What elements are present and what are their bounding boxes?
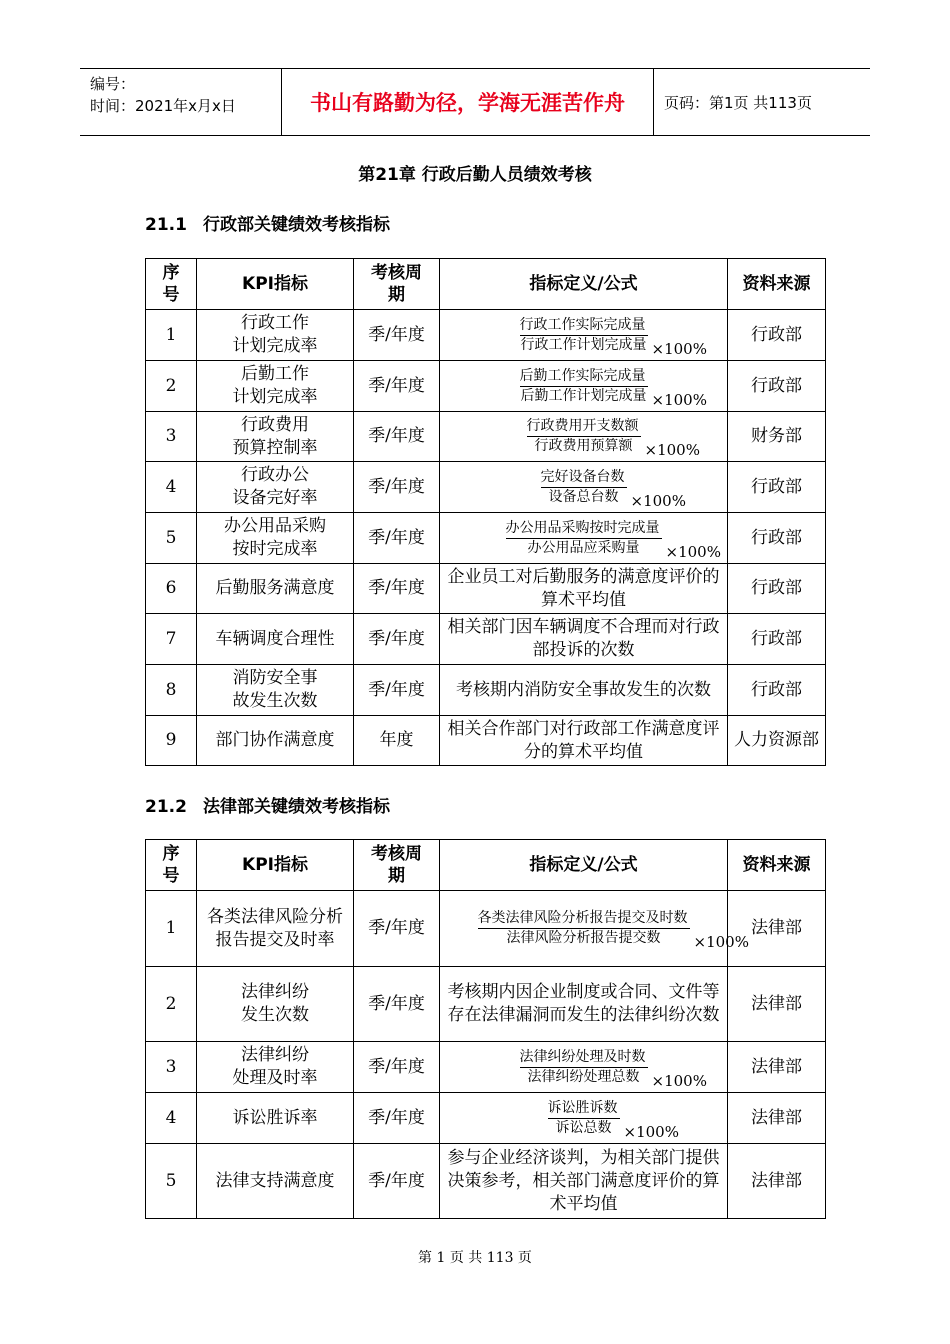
cell-kpi (197, 967, 354, 1042)
table-row (146, 1042, 826, 1093)
seq-text: 1 (165, 918, 177, 938)
table-row (146, 967, 826, 1042)
formula-denominator: 设备总台数 (548, 488, 619, 505)
admin-kpi-table (145, 258, 826, 766)
kpi-name-line2: 发生次数 (241, 1005, 309, 1025)
cell-definition (440, 1042, 728, 1093)
cell-period (354, 716, 440, 766)
formula-fraction (540, 468, 686, 510)
source-text: 行政部 (751, 628, 802, 649)
formula-numerator: 办公用品采购按时完成量 (506, 519, 662, 539)
cell-definition (440, 310, 728, 361)
header-definition: 指标定义/公式 (440, 259, 728, 310)
cell-source (728, 462, 826, 513)
table-row (146, 1144, 826, 1219)
kpi-name-line1: 行政工作 (241, 313, 309, 333)
cell-kpi (197, 412, 354, 462)
kpi-name-line2: 报告提交及时率 (215, 929, 335, 950)
cell-definition (440, 513, 728, 564)
source-text: 人力资源部 (734, 730, 819, 750)
cell-seq (146, 310, 197, 361)
definition-text: 考核期内消防安全事故发生的次数 (456, 679, 711, 700)
period-text: 季/年度 (368, 375, 425, 396)
formula-fraction (519, 1048, 707, 1090)
header-source: 资料来源 (728, 259, 826, 310)
formula-denominator: 法律风险分析报告提交数 (506, 930, 661, 946)
cell-definition (440, 412, 728, 462)
cell-period (354, 1144, 440, 1219)
seq-text: 5 (165, 1170, 177, 1191)
source-text: 法律部 (751, 1107, 802, 1128)
seq-text: 3 (165, 426, 177, 446)
kpi-name-line1: 诉讼胜诉率 (232, 1107, 318, 1128)
kpi-name-line1: 法律纠纷 (241, 1045, 309, 1065)
cell-seq (146, 564, 197, 614)
kpi-name-line1: 车辆调度合理性 (215, 628, 335, 649)
cell-kpi (197, 462, 354, 513)
seq-text: 9 (165, 730, 177, 750)
cell-source (728, 564, 826, 614)
source-text: 行政部 (751, 375, 802, 396)
cell-definition (440, 665, 728, 716)
cell-period (354, 462, 440, 513)
cell-seq (146, 1144, 197, 1219)
kpi-name-line1: 行政费用 (241, 414, 309, 435)
cell-period (354, 1042, 440, 1093)
formula-numerator: 行政费用开支数额 (527, 417, 641, 437)
formula-fraction (526, 417, 700, 459)
cell-seq (146, 716, 197, 766)
cell-kpi (197, 1144, 354, 1219)
formula-numerator: 法律纠纷处理及时数 (520, 1048, 648, 1068)
kpi-name-line1: 行政办公 (241, 465, 309, 485)
formula-multiplier: ×100% (623, 1122, 679, 1141)
cell-period (354, 967, 440, 1042)
definition-text: 相关部门因车辆调度不合理而对行政部投诉的次数 (447, 617, 720, 660)
header-motto: 书山有路勤为径，学海无涯苦作舟 (282, 69, 654, 135)
table-row (146, 716, 826, 766)
cell-kpi (197, 310, 354, 361)
cell-seq (146, 361, 197, 412)
cell-period (354, 310, 440, 361)
kpi-name-line2: 故发生次数 (232, 691, 318, 711)
definition-text: 相关合作部门对行政部工作满意度评分的算术平均值 (447, 718, 720, 762)
period-text: 季/年度 (368, 628, 425, 649)
formula-numerator: 各类法律风险分析报告提交及时数 (478, 909, 690, 929)
cell-seq (146, 891, 197, 967)
cell-kpi (197, 1093, 354, 1144)
cell-definition (440, 716, 728, 766)
table-row (146, 1093, 826, 1144)
table-row (146, 564, 826, 614)
formula-denominator: 行政工作计划完成量 (520, 336, 647, 353)
kpi-name-line2: 计划完成率 (232, 387, 318, 407)
cell-source (728, 665, 826, 716)
header-page-label: 页码：第1页 共113页 (664, 93, 812, 112)
period-text: 季/年度 (368, 993, 425, 1014)
formula-denominator: 后勤工作计划完成量 (520, 387, 647, 404)
formula-fraction (519, 367, 707, 409)
cell-seq (146, 462, 197, 513)
table-row (146, 361, 826, 412)
cell-kpi (197, 361, 354, 412)
section-number: 21.1 (145, 215, 187, 235)
formula-multiplier: ×100% (693, 933, 749, 951)
cell-seq (146, 1042, 197, 1093)
kpi-name-line2: 按时完成率 (232, 539, 318, 559)
formula-multiplier: ×100% (644, 441, 700, 459)
cell-seq (146, 412, 197, 462)
cell-seq (146, 1093, 197, 1144)
seq-text: 5 (165, 527, 177, 548)
formula-numerator: 行政工作实际完成量 (520, 316, 648, 336)
cell-source (728, 716, 826, 766)
cell-definition (440, 361, 728, 412)
cell-kpi (197, 1042, 354, 1093)
seq-text: 6 (165, 578, 177, 598)
formula-fraction (519, 316, 707, 358)
definition-text: 参与企业经济谈判，为相关部门提供决策参考，相关部门满意度评价的算术平均值 (447, 1147, 720, 1214)
cell-kpi (197, 891, 354, 967)
period-text: 季/年度 (368, 324, 425, 345)
section-title: 行政部关键绩效考核指标 (203, 215, 390, 235)
page-footer: 第 1 页 共 113 页 (418, 1250, 532, 1266)
section-heading-admin (145, 210, 390, 235)
table-row (146, 891, 826, 967)
seq-text: 3 (165, 1056, 177, 1077)
cell-kpi (197, 716, 354, 766)
table-header-row (146, 259, 826, 310)
kpi-name-line1: 部门协作满意度 (215, 730, 335, 750)
cell-source (728, 1144, 826, 1219)
header-seq: 序号 (146, 840, 197, 891)
period-text: 季/年度 (368, 578, 425, 598)
formula-numerator: 诉讼胜诉数 (548, 1099, 620, 1119)
header-source: 资料来源 (728, 840, 826, 891)
table-row (146, 665, 826, 716)
cell-period (354, 665, 440, 716)
seq-text: 7 (165, 628, 177, 649)
section-number: 21.2 (145, 797, 187, 817)
cell-source (728, 967, 826, 1042)
source-text: 行政部 (751, 527, 802, 548)
cell-period (354, 891, 440, 967)
definition-text: 考核期内因企业制度或合同、文件等存在法律漏洞而发生的法律纠纷次数 (447, 982, 720, 1025)
period-text: 季/年度 (368, 918, 425, 938)
header-meta (80, 69, 282, 135)
cell-definition (440, 1144, 728, 1219)
cell-seq (146, 513, 197, 564)
source-text: 行政部 (751, 679, 802, 700)
cell-source (728, 361, 826, 412)
formula-numerator: 完好设备台数 (541, 468, 627, 488)
seq-text: 8 (165, 679, 177, 700)
cell-period (354, 1093, 440, 1144)
header-period: 考核周期 (354, 259, 440, 310)
kpi-name-line1: 后勤工作 (241, 364, 309, 384)
header-definition: 指标定义/公式 (440, 840, 728, 891)
kpi-name-line2: 设备完好率 (232, 488, 318, 508)
formula-multiplier: ×100% (630, 491, 686, 510)
cell-definition (440, 967, 728, 1042)
cell-kpi (197, 513, 354, 564)
kpi-name-line2: 计划完成率 (232, 336, 318, 356)
cell-seq (146, 614, 197, 665)
cell-source (728, 412, 826, 462)
cell-source (728, 891, 826, 967)
cell-kpi (197, 564, 354, 614)
period-text: 年度 (379, 730, 414, 750)
formula-multiplier: ×100% (665, 542, 721, 561)
period-text: 季/年度 (368, 426, 425, 446)
source-text: 行政部 (751, 578, 802, 598)
cell-kpi (197, 665, 354, 716)
seq-text: 1 (165, 324, 177, 345)
formula-numerator: 后勤工作实际完成量 (520, 367, 648, 387)
source-text: 行政部 (751, 324, 802, 345)
formula-denominator: 诉讼总数 (555, 1119, 612, 1136)
cell-seq (146, 665, 197, 716)
period-text: 季/年度 (368, 527, 425, 548)
kpi-name-line1: 消防安全事 (232, 668, 318, 688)
source-text: 法律部 (751, 918, 802, 938)
formula-multiplier: ×100% (651, 339, 707, 358)
cell-source (728, 614, 826, 665)
cell-period (354, 412, 440, 462)
cell-period (354, 513, 440, 564)
formula-fraction (477, 909, 749, 951)
seq-text: 2 (165, 993, 177, 1014)
kpi-name-line1: 后勤服务满意度 (215, 578, 335, 598)
cell-source (728, 310, 826, 361)
source-text: 法律部 (751, 1170, 802, 1191)
source-text: 财务部 (751, 426, 802, 446)
section-heading-legal (145, 792, 390, 817)
cell-definition (440, 891, 749, 967)
table-row (146, 513, 826, 564)
header-period: 考核周期 (354, 840, 440, 891)
period-text: 季/年度 (368, 1107, 425, 1128)
formula-denominator: 行政费用预算额 (534, 438, 633, 454)
formula-multiplier: ×100% (651, 1071, 707, 1090)
table-header-row (146, 840, 826, 891)
source-text: 行政部 (751, 476, 802, 497)
kpi-name-line1: 法律支持满意度 (215, 1170, 335, 1191)
header-kpi: KPI指标 (197, 259, 354, 310)
legal-kpi-table (145, 839, 826, 1219)
table-row (146, 614, 826, 665)
formula-fraction (547, 1099, 679, 1141)
seq-text: 4 (165, 1107, 177, 1128)
source-text: 法律部 (751, 993, 802, 1014)
period-text: 季/年度 (368, 1056, 425, 1077)
formula-denominator: 办公用品应采购量 (527, 539, 640, 556)
cell-period (354, 361, 440, 412)
doc-date-label: 时间：2021年x月x日 (90, 97, 236, 115)
doc-number-label: 编号： (90, 75, 136, 93)
cell-source (728, 513, 826, 564)
cell-definition (440, 564, 728, 614)
cell-source (728, 1042, 826, 1093)
cell-seq (146, 967, 197, 1042)
source-text: 法律部 (751, 1056, 802, 1077)
table-row (146, 462, 826, 513)
formula-multiplier: ×100% (651, 390, 707, 409)
cell-definition (440, 462, 728, 513)
definition-text: 企业员工对后勤服务的满意度评价的算术平均值 (447, 566, 720, 610)
section-title: 法律部关键绩效考核指标 (203, 797, 390, 817)
cell-kpi (197, 614, 354, 665)
cell-period (354, 614, 440, 665)
kpi-name-line1: 法律纠纷 (241, 982, 309, 1002)
cell-source (728, 1093, 826, 1144)
seq-text: 2 (165, 375, 177, 396)
cell-period (354, 564, 440, 614)
period-text: 季/年度 (368, 679, 425, 700)
cell-definition (440, 614, 728, 665)
period-text: 季/年度 (368, 476, 425, 497)
period-text: 季/年度 (368, 1170, 425, 1191)
formula-denominator: 法律纠纷处理总数 (527, 1068, 640, 1085)
page-header (80, 68, 870, 136)
chapter-title: 第21章 行政后勤人员绩效考核 (358, 165, 592, 185)
header-kpi: KPI指标 (197, 840, 354, 891)
kpi-name-line2: 预算控制率 (232, 437, 318, 458)
formula-fraction (505, 519, 721, 561)
seq-text: 4 (165, 476, 177, 497)
cell-definition (440, 1093, 728, 1144)
header-seq: 序号 (146, 259, 197, 310)
kpi-name-line1: 各类法律风险分析 (207, 906, 343, 927)
kpi-name-line2: 处理及时率 (232, 1068, 318, 1088)
table-row (146, 310, 826, 361)
table-row (146, 412, 826, 462)
kpi-name-line1: 办公用品采购 (224, 516, 326, 536)
